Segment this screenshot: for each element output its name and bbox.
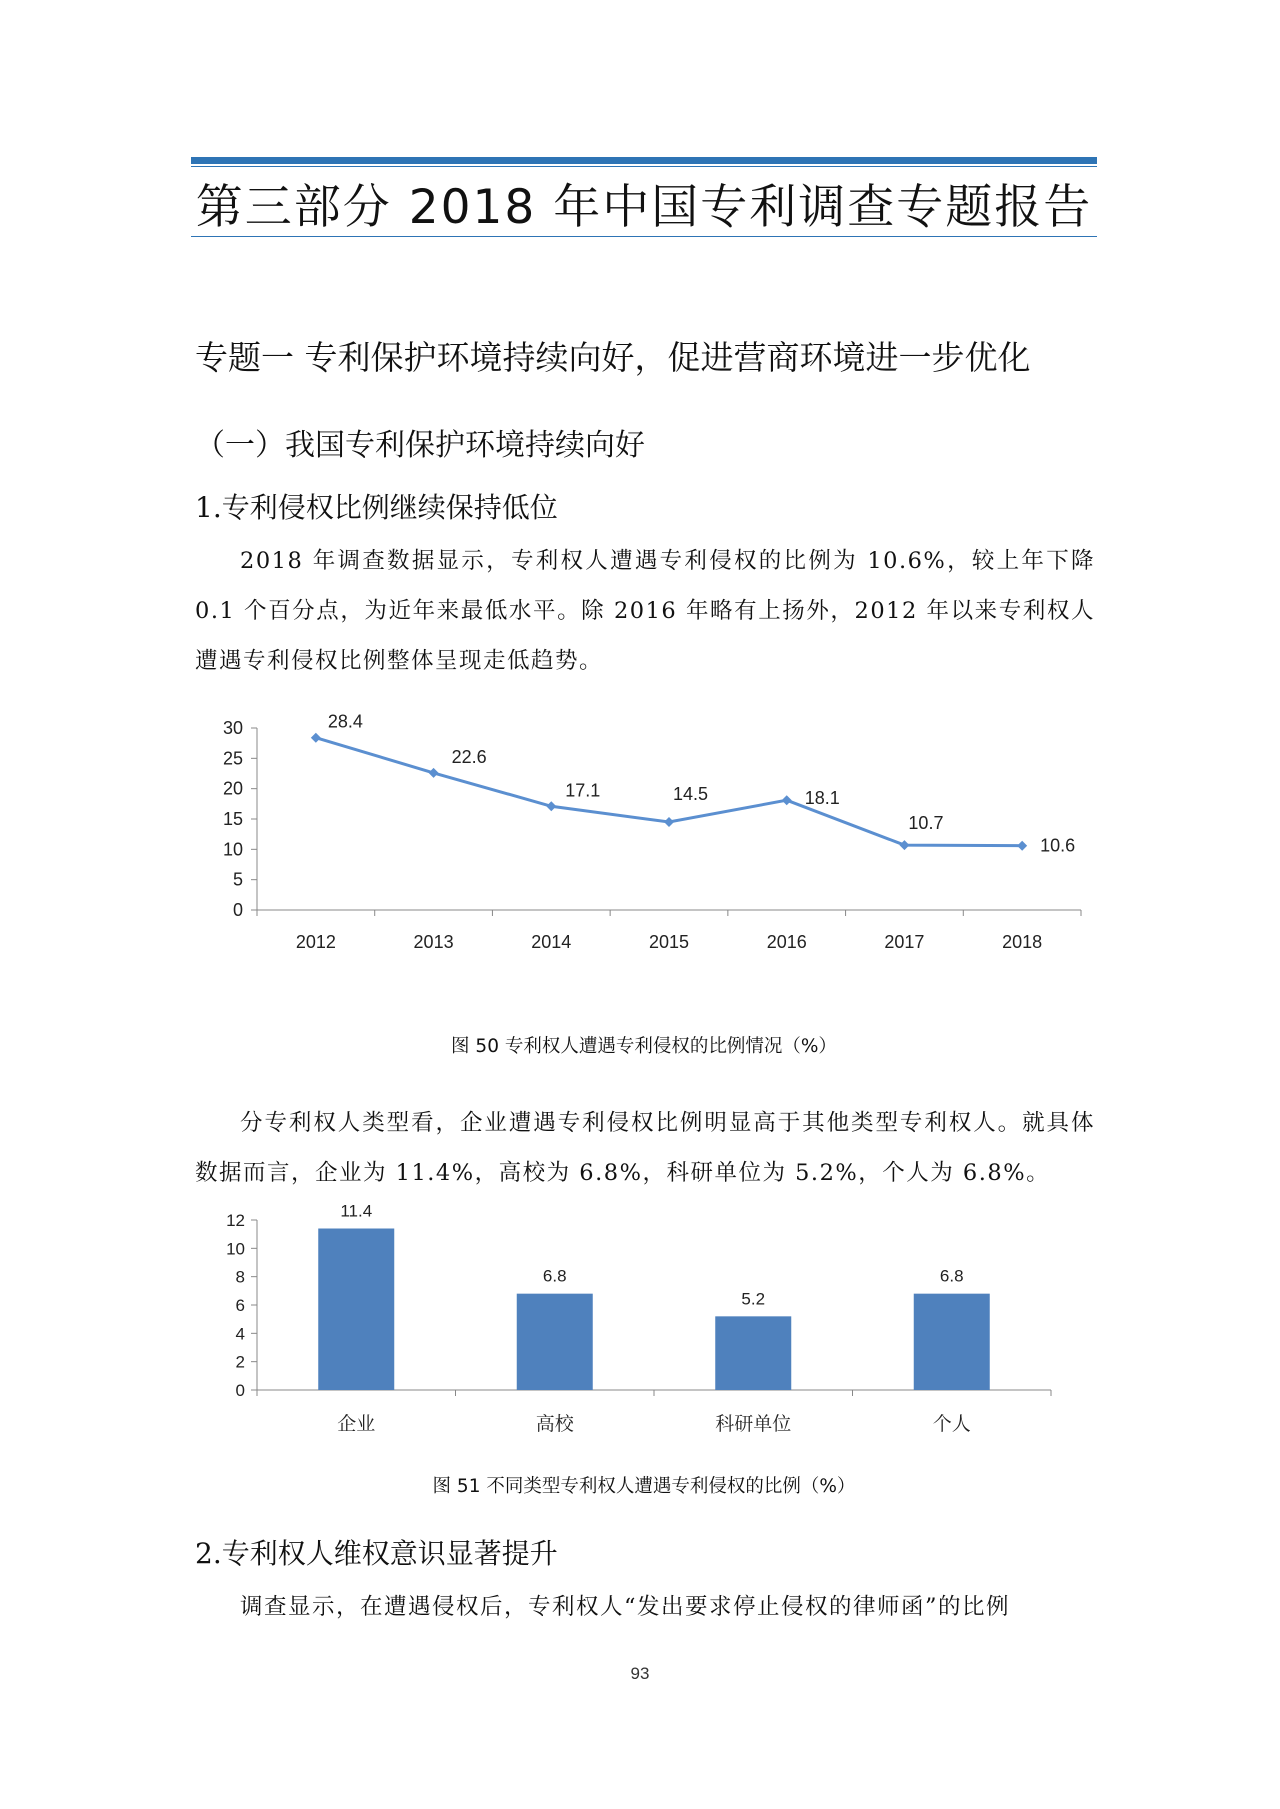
- item1-paragraph2: [195, 1098, 1095, 1198]
- bar-value-label: 6.8: [939, 1266, 964, 1286]
- bar: [517, 1294, 593, 1390]
- item2-paragraph-text: 调查显示，在遭遇侵权后，专利权人“发出要求停止侵权的律师函”的比例: [240, 1594, 1011, 1620]
- data-point: [311, 733, 321, 743]
- title-rule-thin-top: [191, 166, 1097, 167]
- x-tick-label: 2012: [295, 932, 336, 952]
- x-tick-label: 2015: [648, 932, 690, 952]
- data-point: [664, 817, 674, 827]
- x-tick-label: 2014: [531, 932, 572, 952]
- data-label: 10.7: [908, 813, 944, 834]
- title-rule-bottom: [191, 236, 1097, 237]
- data-point: [899, 840, 909, 850]
- y-tick-label: 30: [222, 718, 243, 738]
- y-tick-label: 20: [222, 778, 243, 799]
- fig50-line-chart: [191, 700, 1097, 1000]
- data-point: [546, 801, 556, 811]
- x-tick-label: 2013: [413, 932, 454, 952]
- x-tick-label: 2018: [1002, 932, 1043, 952]
- bar-value-label: 11.4: [340, 1201, 373, 1221]
- bar: [914, 1294, 990, 1390]
- data-label: 18.1: [804, 788, 840, 809]
- item1-title: 1.专利侵权比例继续保持低位: [195, 491, 558, 524]
- item2-paragraph: [195, 1582, 1095, 1632]
- data-label: 28.4: [327, 711, 363, 732]
- y-tick-label: 5: [232, 869, 243, 890]
- x-category-label: 企业: [337, 1413, 376, 1435]
- bar-value-label: 6.8: [542, 1266, 567, 1286]
- data-label: 17.1: [565, 780, 601, 801]
- data-label: 22.6: [451, 746, 487, 767]
- y-tick-label: 10: [226, 1239, 245, 1259]
- data-point: [782, 795, 792, 805]
- item1-paragraph2-text: 分专利权人类型看，企业遭遇专利侵权比例明显高于其他类型专利权人。就具体数据而言，企业为 11.4%，高校为 6.8%，科研单位为 5.2%，个人为 6.8%。: [195, 1110, 1095, 1186]
- y-tick-label: 25: [222, 748, 243, 769]
- bar-value-label: 5.2: [741, 1289, 766, 1309]
- data-label: 10.6: [1040, 835, 1076, 856]
- fig51-caption: 图 51 不同类型专利权人遭遇专利侵权的比例（%）: [432, 1476, 856, 1497]
- y-tick-label: 0: [235, 1381, 245, 1400]
- y-tick-label: 12: [226, 1211, 245, 1230]
- x-tick-label: 2017: [884, 932, 925, 952]
- fig50-caption: 图 50 专利权人遭遇专利侵权的比例情况（%）: [451, 1036, 837, 1057]
- y-tick-label: 2: [235, 1352, 245, 1372]
- page-number: 93: [630, 1664, 650, 1683]
- y-tick-label: 0: [232, 900, 243, 920]
- subsection-title: （一）我国专利保护环境持续向好: [195, 428, 645, 463]
- data-point: [429, 768, 439, 778]
- y-tick-label: 10: [222, 839, 243, 860]
- topic-title: 专题一 专利保护环境持续向好，促进营商环境进一步优化: [195, 338, 1031, 377]
- y-tick-label: 6: [235, 1296, 245, 1315]
- x-category-label: 高校: [535, 1413, 574, 1435]
- data-point: [1017, 841, 1027, 851]
- x-tick-label: 2016: [766, 932, 807, 952]
- item1-paragraph-text: 2018 年调查数据显示，专利权人遭遇专利侵权的比例为 10.6%，较上年下降 0.1 个百分点，为近年来最低水平。除 2016 年略有上扬外，2012 年以来专利权人遭遇专利侵权比例整体呈现走低趋势。: [195, 548, 1095, 674]
- data-label: 14.5: [673, 784, 709, 805]
- x-category-label: 科研单位: [715, 1413, 792, 1435]
- title-rule-thick: [191, 157, 1097, 164]
- part-title: 第三部分 2018 年中国专利调查专题报告: [195, 180, 1093, 235]
- fig51-bar-chart: [191, 1196, 1097, 1446]
- y-tick-label: 4: [235, 1324, 245, 1344]
- item1-paragraph: [195, 536, 1095, 686]
- x-category-label: 个人: [932, 1413, 971, 1435]
- item2-title: 2.专利权人维权意识显著提升: [195, 1537, 558, 1570]
- bar: [715, 1316, 791, 1390]
- y-tick-label: 8: [235, 1267, 245, 1287]
- bar: [318, 1229, 394, 1391]
- y-tick-label: 15: [222, 809, 243, 829]
